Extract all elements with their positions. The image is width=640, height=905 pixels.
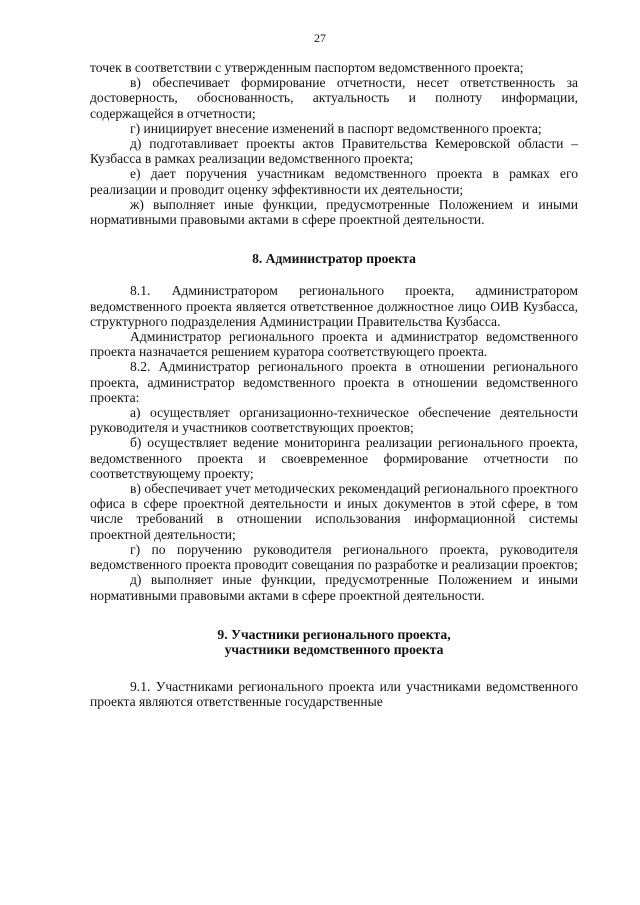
list-item-b: б) осуществляет ведение мониторинга реализации регионального проекта, ведомственного проекта и своевременное формирование отчетности по соответствующему проекту;	[90, 435, 578, 481]
page-content	[90, 60, 578, 710]
paragraph-9-1: 9.1. Участниками регионального проекта или участниками ведомственного проекта являются ответственные государственные	[90, 679, 578, 710]
list-item-e: е) дает поручения участникам ведомственного проекта в рамках его реализации и проводит оценку эффективности их деятельности;	[90, 166, 578, 197]
list-item-a: а) осуществляет организационно-техническое обеспечение деятельности руководителя и участников соответствующих проектов;	[90, 405, 578, 436]
paragraph-appointment: Администратор регионального проекта и администратор ведомственного проекта назначается решением куратора соответствующего проекта.	[90, 329, 578, 360]
list-item-v: в) обеспечивает учет методических рекомендаций регионального проектного офиса в сфере проектной деятельности и иных документов в этой сфере, в том числе требований в отношении использования информационной системы проектной деятельности;	[90, 481, 578, 542]
section-heading-9-line2: участники ведомственного проекта	[224, 641, 444, 657]
section-heading-8: 8. Администратор проекта	[252, 251, 416, 267]
list-item-v: в) обеспечивает формирование отчетности, несет ответственность за достоверность, обоснованность, актуальность и полноту информации, содержащейся в отчетности;	[90, 75, 578, 121]
paragraph-8-1: 8.1. Администратором регионального проекта, администратором ведомственного проекта является ответственное должностное лицо ОИВ Кузбасса, структурного подразделения Администрации Правительства Кузбасса.	[90, 283, 578, 329]
list-item-g: г) по поручению руководителя регионального проекта, руководителя ведомственного проекта проводит совещания по разработке и реализации проектов;	[90, 541, 578, 573]
list-item-g: г) инициирует внесение изменений в паспорт ведомственного проекта;	[130, 120, 542, 136]
list-item-d: д) подготавливает проекты актов Правительства Кемеровской области – Кузбасса в рамках реализации ведомственного проекта;	[90, 136, 578, 167]
page-number: 27	[314, 31, 326, 45]
paragraph: точек в соответствии с утвержденным паспортом ведомственного проекта;	[90, 60, 524, 75]
section-heading-9	[90, 627, 578, 657]
paragraph-8-2: 8.2. Администратор регионального проекта в отношении регионального проекта, администратор ведомственного проекта в отношении ведомственного проекта:	[90, 359, 578, 405]
list-item-d: д) выполняет иные функции, предусмотренные Положением и иными нормативными правовыми актами в сфере проектной деятельности.	[90, 572, 578, 603]
section-heading-9-line1: 9. Участники регионального проекта,	[217, 626, 451, 642]
list-item-zh: ж) выполняет иные функции, предусмотренные Положением и иными нормативными правовыми актами в сфере проектной деятельности.	[90, 196, 578, 228]
